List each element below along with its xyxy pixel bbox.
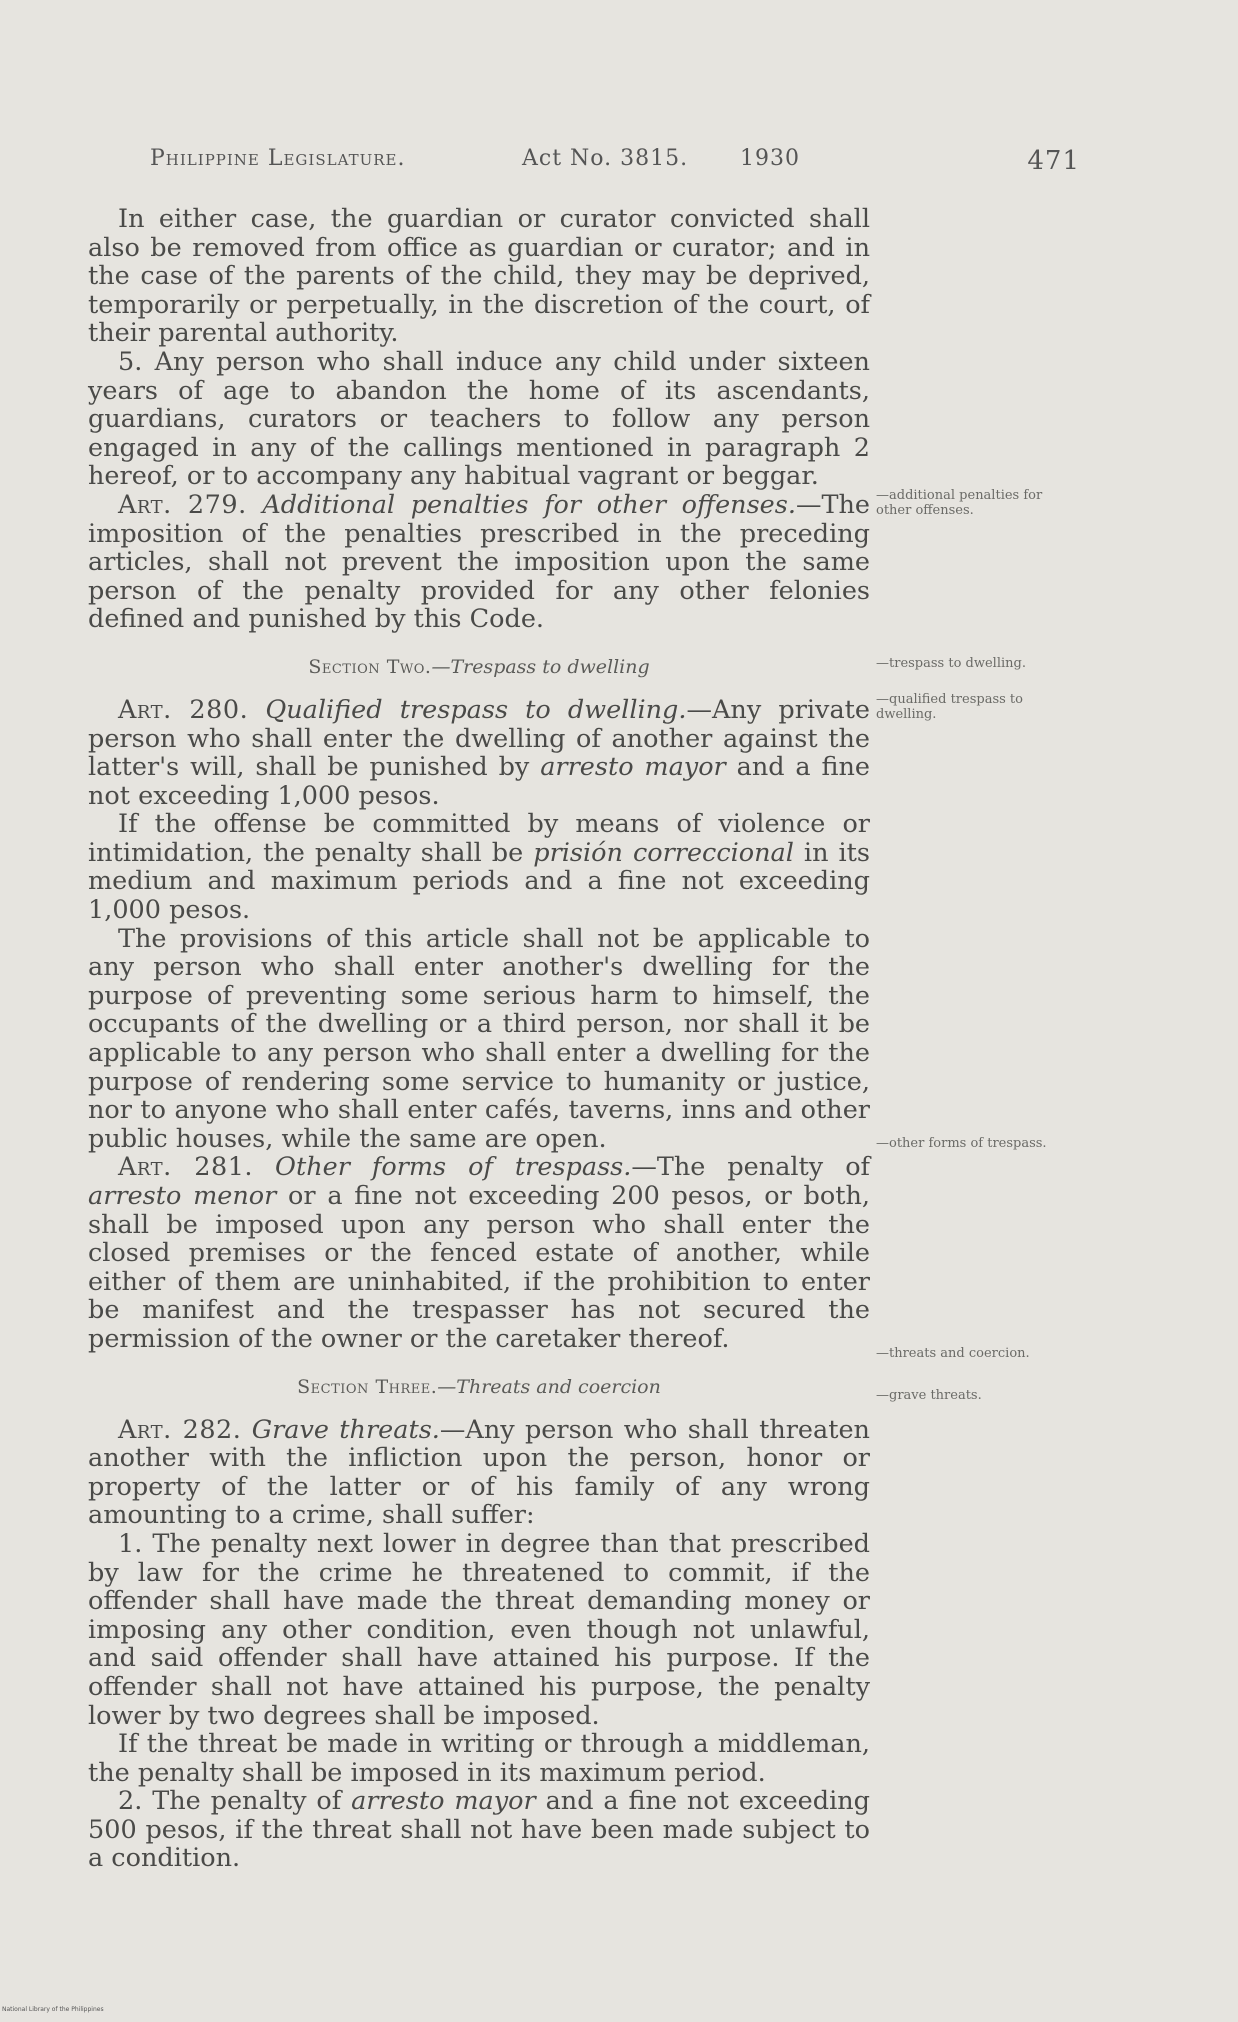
article-text: or a fine not exceeding 200 pesos, or both, shall be imposed upon any person who shall enter the closed premises or the fenced estate of another, while either of them are uninhabited, if the prohibition to enter be manifest and the trespasser has not secured the permission of the owner or the caretaker thereof. [88,1181,870,1354]
margin-note: —additional penalties for other offenses. [876,488,1043,518]
section-label: Section Three. [297,1375,438,1398]
article-title: Other forms of trespass. [275,1152,632,1183]
article-title: Grave threats. [251,1414,440,1445]
paragraph: If the threat be made in writing or through a middleman, the penalty shall be imposed in its maximum period. [88,1729,870,1788]
paragraph: In either case, the guardian or curator convicted shall also be removed from office as guardian or curator; and in the case of the parents of the child, they may be deprived, temporarily or perpetually, in the discretion of the court, of their parental authority. [88,204,870,349]
paragraph-text: and a fine not exceeding 500 pesos, if the threat shall not have been made subject to a condition. [88,1786,871,1874]
legal-term: arresto mayor [351,1786,536,1817]
page-number: 471 [1027,146,1080,176]
article-281 [88,1153,870,1353]
article-number: Art. 281. [118,1152,254,1183]
margin-note: —other forms of trespass. [876,1136,1047,1151]
paragraph [88,810,870,924]
margin-note: —grave threats. [876,1388,982,1403]
article-282 [88,1416,870,1530]
paragraph: 5. Any person who shall induce any child under sixteen years of age to abandon the home of its ascendants, guardians, curators or teachers to follow any person engaged in any of the callings mentioned in paragraph 2 hereof, or to accompany any habitual vagrant or beggar. [88,346,870,492]
running-header [150,146,1080,186]
paragraph-text: in its medium and maximum periods and a fine not exceeding 1,000 pesos. [88,837,870,926]
article-title: Additional penalties for other offenses. [262,489,796,520]
paragraph: The provisions of this article shall not be applicable to any person who shall enter another's dwelling for the purpose of preventing some serious harm to himself, the occupants of the dwelling or a third person, nor shall it be applicable to any person who shall enter a dwelling for the purpose of rendering some service to humanity or justice, nor to anyone who shall enter cafés, taverns, inns and other public houses, while the same are open. [88,923,870,1154]
section-title: —Trespass to dwelling [431,655,650,678]
paragraph [88,1787,870,1873]
paragraph-text: 2. The penalty of [118,1786,352,1817]
act-year: 1930 [740,146,800,171]
article-text: —Any person who shall threaten another with the infliction upon the person, honor or property of the latter or of his family of any wrong amounting to a crime, shall suffer: [88,1414,870,1531]
paragraph: 1. The penalty next lower in degree than that prescribed by law for the crime he threatened to commit, if the offender shall have made the threat demanding money or imposing any other condition, even though not unlawful, and said offender shall have attained his purpose. If the offender shall not have attained his purpose, the penalty lower by two degrees shall be imposed. [88,1528,870,1731]
margin-note: —qualified trespass to dwelling. [876,692,1023,722]
article-text: —The penalty of [631,1152,870,1183]
article-number: Art. 280. [118,694,249,725]
margin-note: —threats and coercion. [876,1346,1030,1361]
article-text: —Any private person who shall enter the dwelling of another against the latter's will, shall be punished by [88,694,870,783]
article-text: —The imposition of the penalties prescribed in the preceding articles, shall not prevent the imposition upon the same person of the penalty provided for any other felonies defined and punished by this Code. [88,489,871,635]
legal-term: arresto menor [88,1181,277,1211]
running-title: Philippine Legislature. [150,146,406,171]
article-280 [88,696,870,810]
article-279 [88,491,870,634]
article-number: Art. 282. [118,1414,242,1445]
section-heading [88,1374,870,1400]
paragraph-text: If the offense be committed by means of violence or intimidation, the penalty shall be [88,809,870,868]
article-text: and a fine not exceeding 1,000 pesos. [88,752,871,811]
section-title: —Threats and coercion [437,1375,661,1398]
act-number: Act No. 3815. [522,146,689,171]
section-label: Section Two. [308,655,432,678]
article-title: Qualified trespass to dwelling. [265,694,687,725]
legal-term: arresto mayor [540,752,726,783]
legal-term: prisión correccional [533,837,794,868]
margin-note: —trespass to dwelling. [876,656,1026,671]
library-credit: National Library of the Philippines [2,2006,104,2013]
section-heading [88,654,870,680]
body-text [88,205,870,1873]
article-number: Art. 279. [118,489,247,520]
